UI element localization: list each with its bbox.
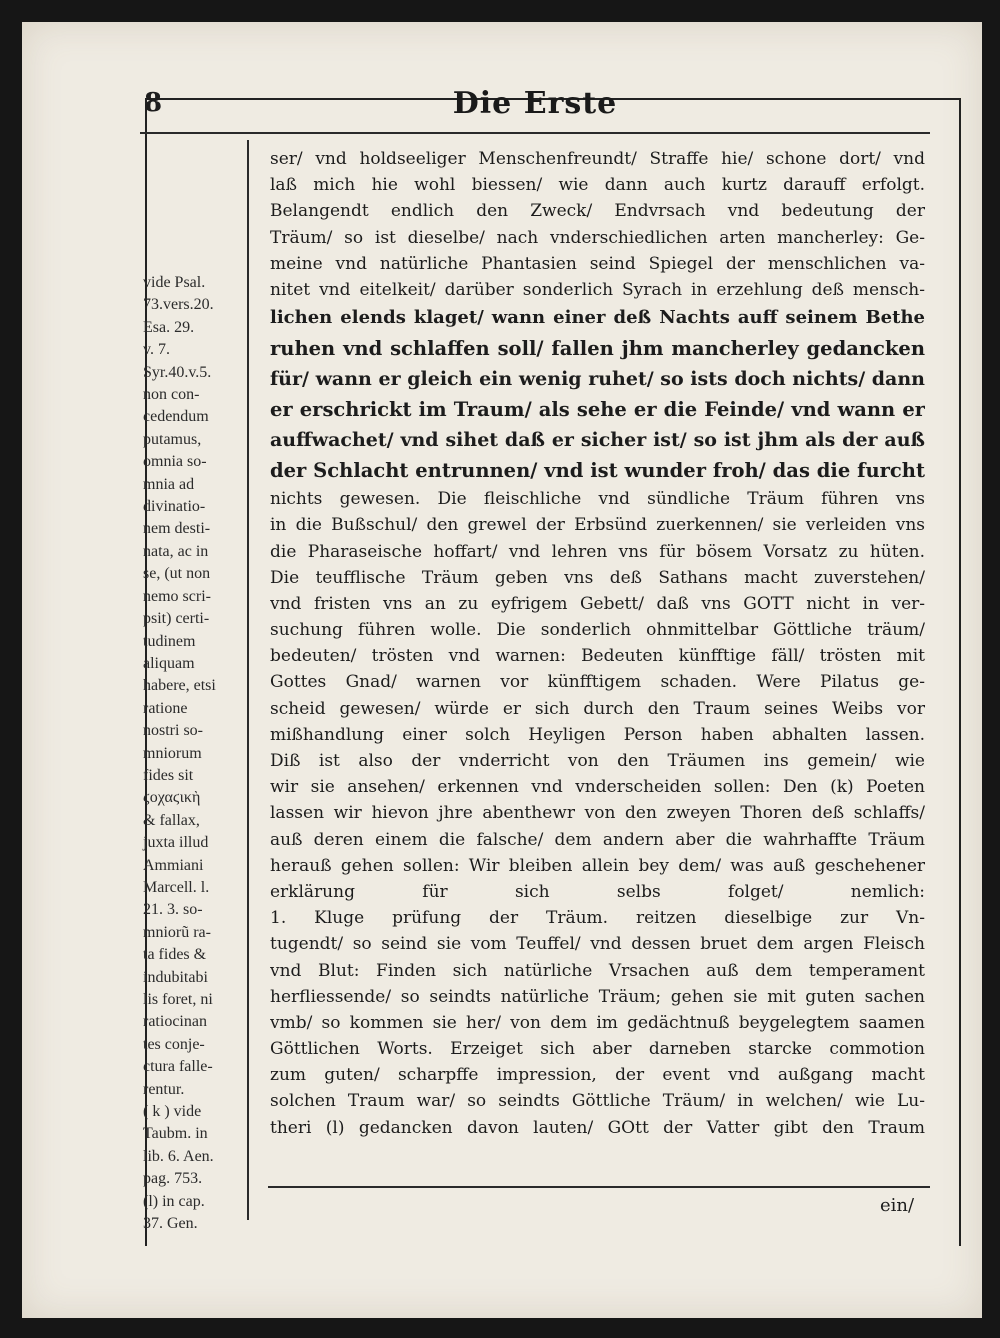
text-line: lichen elends klaget/ wann einer deß Nachts auff seinem Bethe (270, 307, 925, 329)
margin-note-line: aliquam (143, 654, 195, 672)
margin-note-line: fides sit (143, 766, 194, 784)
margin-note-line: se, (ut non (143, 565, 211, 583)
margin-note-line: divinatio- (143, 498, 206, 516)
margin-note-line: habere, etsi (143, 677, 216, 695)
margin-note-line: rentur. (143, 1080, 185, 1098)
text-line: erklärung für sich selbs folget/ nemlich: (270, 881, 925, 902)
text-line: herfliessende/ so seindts natürliche Träum; gehen sie mit guten sachen (270, 986, 925, 1007)
text-line: solchen Traum war/ so seindts Göttliche Träum/ in welchen/ wie Lu- (270, 1091, 925, 1112)
margin-note-line: mniorum (143, 744, 202, 762)
margin-note-line: mniorũ ra- (143, 923, 211, 941)
text-line: scheid gewesen/ würde er sich durch den Traum seines Weibs vor (270, 698, 925, 719)
text-line: 1. Kluge prüfung der Träum. reitzen dieselbige zur Vn- (270, 908, 925, 929)
text-line: herauß gehen sollen: Wir bleiben allein bey dem/ was auß geschehener (270, 855, 925, 876)
margin-note-line: 73.vers.20. (143, 296, 214, 314)
header-rule (140, 132, 930, 134)
text-line: ruhen vnd schlaffen soll/ fallen jhm mancherley gedancken (270, 336, 925, 360)
margin-note-line: v. 7. (143, 341, 170, 359)
margin-note-line: ratiocinan (143, 1013, 207, 1031)
text-line: nitet vnd eitelkeit/ darüber sonderlich Syrach in erzehlung deß mensch- (270, 279, 925, 300)
running-title: Die Erste (452, 86, 618, 121)
text-line: meine vnd natürliche Phantasien seind Spiegel der menschlichen va- (270, 253, 925, 274)
text-line: auß deren einem die falsche/ dem andern aber die wahrhaffte Träum (270, 829, 925, 850)
margin-note-line: Taubm. in (143, 1125, 208, 1143)
text-line: nichts gewesen. Die fleischliche vnd sündliche Träum führen vns (270, 489, 925, 510)
margin-note-line: non con- (143, 386, 200, 404)
text-line: zum guten/ scharpffe impression, der event vnd außgang macht (270, 1065, 925, 1086)
text-line: Träum/ so ist dieselbe/ nach vnderschiedlichen arten mancherley: Ge- (270, 227, 925, 248)
text-line: suchung führen wolle. Die sonderlich ohnmittelbar Göttliche träum/ (270, 620, 925, 641)
frame-right-rule (959, 98, 961, 1246)
margin-note-line: Marcell. l. (143, 878, 210, 896)
margin-note-line: omnia so- (143, 453, 207, 471)
margin-note-line: Syr.40.v.5. (143, 363, 212, 381)
text-line: bedeuten/ trösten vnd warnen: Bedeuten künfftige fäll/ trösten mit (270, 646, 925, 667)
text-line: ser/ vnd holdseeliger Menschenfreundt/ Straffe hie/ schone dort/ vnd (270, 149, 925, 169)
margin-note-line: juxta illud (143, 834, 209, 852)
page-number: 8 (144, 88, 163, 118)
margin-note-line: lib. 6. Aen. (143, 1147, 214, 1165)
text-line: der Schlacht entrunnen/ vnd ist wunder froh/ das die furcht (270, 458, 925, 482)
text-line: die Pharaseische hoffart/ vnd lehren vns für bösem Vorsatz zu hüten. (270, 541, 925, 562)
margin-note-line: 37. Gen. (143, 1215, 198, 1233)
page-header (140, 86, 930, 130)
column-divider (247, 140, 249, 1220)
margin-note-line: Ammiani (143, 856, 204, 874)
text-line: vmb/ so kommen sie her/ von dem im gedächtnuß beygelegtem saamen (270, 1012, 925, 1033)
text-line: Belangendt endlich den Zweck/ Endvrsach vnd bedeutung der (270, 201, 925, 222)
margin-note-line: lis foret, ni (143, 991, 213, 1008)
margin-note-line: ( k ) vide (143, 1103, 202, 1121)
margin-note-line: vide Psal. (143, 274, 206, 291)
margin-note-line: putamus, (143, 430, 202, 448)
margin-note-line: & fallax, (143, 811, 200, 829)
margin-note-line: (l) in cap. (143, 1192, 205, 1210)
text-line: tugendt/ so seind sie vom Teuffel/ vnd dessen bruet dem argen Fleisch (270, 934, 925, 955)
margin-note-line: cedendum (143, 408, 209, 426)
text-line: für/ wann er gleich ein wenig ruhet/ so ists doch nichts/ dann (270, 368, 925, 391)
margin-note-line: ctura falle- (143, 1058, 213, 1076)
footer-rule (268, 1186, 930, 1188)
text-line: auffwachet/ vnd sihet daß er sicher ist/ so ist jhm als der auß (270, 429, 925, 452)
margin-note-line: tudinem (143, 632, 196, 650)
text-line: vnd Blut: Finden sich natürliche Vrsachen auß dem temperament (270, 960, 925, 981)
margin-note-line: ta fides & (143, 946, 207, 964)
margin-note-line: mnia ad (143, 475, 195, 493)
margin-note-line: psit) certi- (143, 610, 210, 628)
text-line: theri (l) gedancken davon lauten/ GOtt der Vatter gibt den Traum (270, 1117, 925, 1138)
margin-note-line: nata, ac in (143, 542, 209, 560)
margin-note-line: ϛοχαϛικὴ (143, 789, 201, 807)
margin-note-line: pag. 753. (143, 1170, 203, 1188)
text-line: er erschrickt im Traum/ als sehe er die Feinde/ vnd wann er (270, 397, 925, 421)
catchword: ein/ (880, 1195, 915, 1216)
text-line: lassen wir hievon jhre abenthewr von den zweyen Thoren deß schlaffs/ (270, 803, 925, 824)
margin-note-line: nostri so- (143, 722, 203, 740)
text-line: mißhandlung einer solch Heyligen Person haben abhalten lassen. (270, 724, 925, 745)
margin-note-line: nem desti- (143, 520, 211, 538)
text-line: vnd fristen vns an zu eyfrigem Gebett/ daß vns GOTT nicht in ver- (270, 593, 925, 614)
main-text-block (270, 146, 925, 1141)
text-line: Gottes Gnad/ warnen vor künfftigem schaden. Were Pilatus ge- (270, 672, 925, 693)
margin-notes (143, 272, 243, 1235)
margin-note-line: indubitabi (143, 968, 208, 986)
margin-note-line: nemo scri- (143, 587, 211, 605)
margin-note-line: ratione (143, 699, 188, 717)
text-line: Göttlichen Worts. Erzeiget sich aber darneben starcke commotion (270, 1039, 925, 1060)
text-line: in die Bußschul/ den grewel der Erbsünd zuerkennen/ sie verleiden vns (270, 515, 925, 536)
text-line: laß mich hie wohl biessen/ wie dann auch kurtz darauff erfolgt. (270, 175, 925, 196)
text-line: wir sie ansehen/ erkennen vnd vnderscheiden sollen: Den (k) Poeten (270, 777, 925, 798)
margin-note-line: 21. 3. so- (143, 901, 203, 919)
margin-note-line: Esa. 29. (143, 318, 195, 336)
margin-note-line: tes conje- (143, 1035, 205, 1053)
text-line: Diß ist also der vnderricht von den Träumen ins gemein/ wie (270, 751, 925, 771)
text-line: Die teufflische Träum geben vns deß Sathans macht zuverstehen/ (270, 567, 925, 588)
